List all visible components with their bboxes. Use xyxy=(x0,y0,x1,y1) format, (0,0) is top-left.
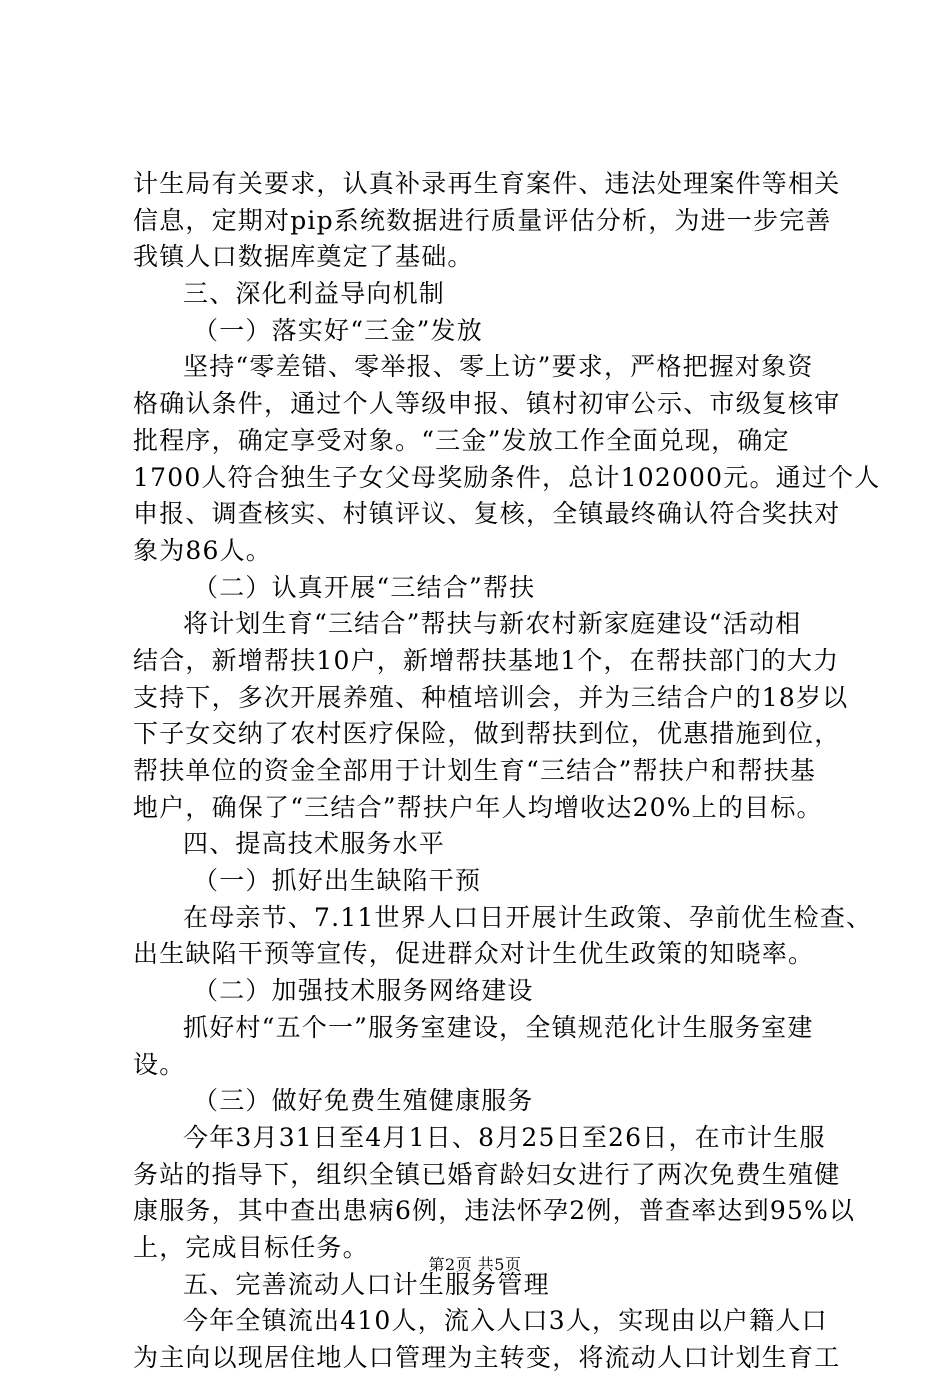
subsection-heading: （二）认真开展“三结合”帮扶 xyxy=(193,572,536,602)
text-line: 上，完成目标任务。 xyxy=(133,1232,369,1262)
text-line: 我镇人口数据库奠定了基础。 xyxy=(133,242,474,272)
text-line: 设。 xyxy=(133,1049,186,1079)
paragraph-start-line: 今年全镇流出410人，流入人口3人，实现由以户籍人口 xyxy=(183,1306,828,1336)
text-line: 帮扶单位的资金全部用于计划生育“三结合”帮扶户和帮扶基 xyxy=(133,756,816,785)
text-line: 地户，确保了“三结合”帮扶户年人均增收达20%上的目标。 xyxy=(133,792,823,822)
text-line: 申报、调查核实、村镇评议、复核，全镇最终确认符合奖扶对 xyxy=(133,499,841,529)
section-heading: 四、提高技术服务水平 xyxy=(183,829,446,859)
paragraph-start-line: 今年3月31日至4月1日、8月25日至26日，在市计生服 xyxy=(183,1122,826,1152)
subsection-heading: （一）抓好出生缺陷干预 xyxy=(193,866,482,896)
text-line: 康服务，其中查出患病6例，违法怀孕2例，普查率达到95%以 xyxy=(133,1196,856,1226)
text-line: 计生局有关要求，认真补录再生育案件、违法处理案件等相关 xyxy=(133,169,841,198)
paragraph-start-line: 坚持“零差错、零举报、零上访”要求，严格把握对象资 xyxy=(183,352,814,382)
paragraph-start-line: 抓好村“五个一”服务室建设，全镇规范化计生服务室建 xyxy=(183,1012,814,1042)
text-line: 结合，新增帮扶10户，新增帮扶基地1个，在帮扶部门的大力 xyxy=(133,645,840,675)
text-line: 下子女交纳了农村医疗保险，做到帮扶到位，优惠措施到位， xyxy=(133,719,841,749)
text-line: 1700人符合独生子女父母奖励条件，总计102000元。通过个人 xyxy=(133,462,881,492)
text-line: 出生缺陷干预等宣传，促进群众对计生优生政策的知晓率。 xyxy=(133,939,815,969)
text-line: 信息，定期对pip系统数据进行质量评估分析，为进一步完善 xyxy=(133,205,832,235)
text-line: 支持下，多次开展养殖、种植培训会，并为三结合户的18岁以 xyxy=(133,682,849,712)
subsection-heading: （二）加强技术服务网络建设 xyxy=(193,976,534,1006)
section-heading: 五、完善流动人口计生服务管理 xyxy=(183,1269,550,1299)
paragraph-start-line: 将计划生育“三结合”帮扶与新农村新家庭建设“活动相 xyxy=(183,609,802,639)
subsection-heading: （三）做好免费生殖健康服务 xyxy=(193,1086,534,1116)
text-line: 象为86人。 xyxy=(133,535,273,565)
text-line: 格确认条件，通过个人等级申报、镇村初审公示、市级复核审 xyxy=(133,389,841,419)
paragraph-start-line: 在母亲节、7.11世界人口日开展计生政策、孕前优生检查、 xyxy=(183,902,873,932)
text-line: 务站的指导下，组织全镇已婚育龄妇女进行了两次免费生殖健 xyxy=(133,1159,841,1189)
section-heading: 三、深化利益导向机制 xyxy=(183,279,446,309)
page-footer: 第2页 共5页 xyxy=(428,1255,522,1274)
subsection-heading: （一）落实好“三金”发放 xyxy=(193,315,483,345)
text-line: 批程序，确定享受对象。“三金”发放工作全面兑现，确定 xyxy=(133,425,790,455)
text-line: 为主向以现居住地人口管理为主转变，将流动人口计划生育工 xyxy=(133,1343,841,1372)
document-body xyxy=(133,166,881,1377)
